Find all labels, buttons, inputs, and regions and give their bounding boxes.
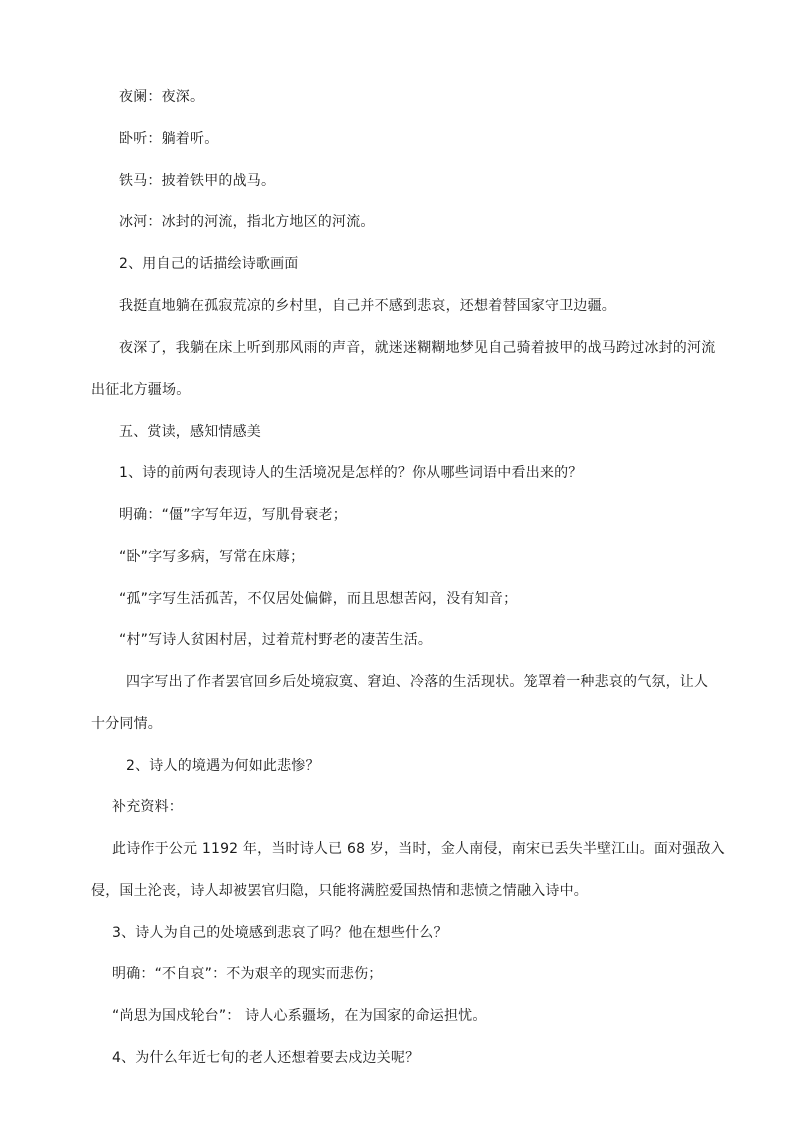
paragraph-line: 我挺直地躺在孤寂荒凉的乡村里，自己并不感到悲哀，还想着替国家守卫边疆。 <box>119 298 616 314</box>
annotation-yelan: 夜阑：夜深。 <box>119 89 205 105</box>
question-line: 3、诗人为自己的处境感到悲哀了吗？他在想些什么？ <box>112 925 448 941</box>
paragraph-line: 夜深了，我躺在床上听到那风雨的声音，就迷迷糊糊地梦见自己骑着披甲的战马跨过冰封的河流 <box>119 340 716 356</box>
paragraph-line: 十分同情。 <box>91 716 162 732</box>
question-line: 2、诗人的境遇为何如此悲惨？ <box>126 758 320 774</box>
supplement-heading: 补充资料： <box>112 799 183 815</box>
answer-line: “尚思为国戍轮台”： 诗人心系疆场，在为国家的命运担忧。 <box>112 1008 487 1024</box>
annotation-tiema: 铁马：披着铁甲的战马。 <box>119 173 276 189</box>
answer-line: “孤”字写生活孤苦，不仅居处偏僻，而且思想苦闷，没有知音； <box>119 591 518 607</box>
paragraph-line: 四字写出了作者罢官回乡后处境寂寞、窘迫、冷落的生活现状。笼罩着一种悲哀的气氛，让人 <box>126 674 709 690</box>
answer-line: 明确：“僵”字写年迈，写肌骨衰老； <box>119 507 347 523</box>
answer-line: 明确：“不自哀”：不为艰辛的现实而悲伤； <box>112 966 383 982</box>
section-heading-describe: 2、用自己的话描绘诗歌画面 <box>119 256 299 272</box>
paragraph-line: 出征北方疆场。 <box>91 382 191 398</box>
paragraph-line: 侵，国土沦丧，诗人却被罢官归隐，只能将满腔爱国热情和悲愤之情融入诗中。 <box>91 883 588 899</box>
annotation-binghe: 冰河：冰封的河流，指北方地区的河流。 <box>119 214 375 230</box>
question-line: 1、诗的前两句表现诗人的生活境况是怎样的？你从哪些词语中看出来的？ <box>119 465 583 481</box>
question-line: 4、为什么年近七旬的老人还想着要去戍边关呢？ <box>112 1050 420 1066</box>
section-heading-appreciate: 五、赏读，感知情感美 <box>119 424 261 440</box>
answer-line: “卧”字写多病，写常在床蓐； <box>119 549 305 565</box>
answer-line: “村”写诗人贫困村居，过着荒村野老的凄苦生活。 <box>119 632 433 648</box>
annotation-woting: 卧听：躺着听。 <box>119 131 219 147</box>
paragraph-line: 此诗作于公元 1192 年，当时诗人已 68 岁，当时，金人南侵，南宋已丢失半壁江山。面对强敌入 <box>112 841 725 857</box>
